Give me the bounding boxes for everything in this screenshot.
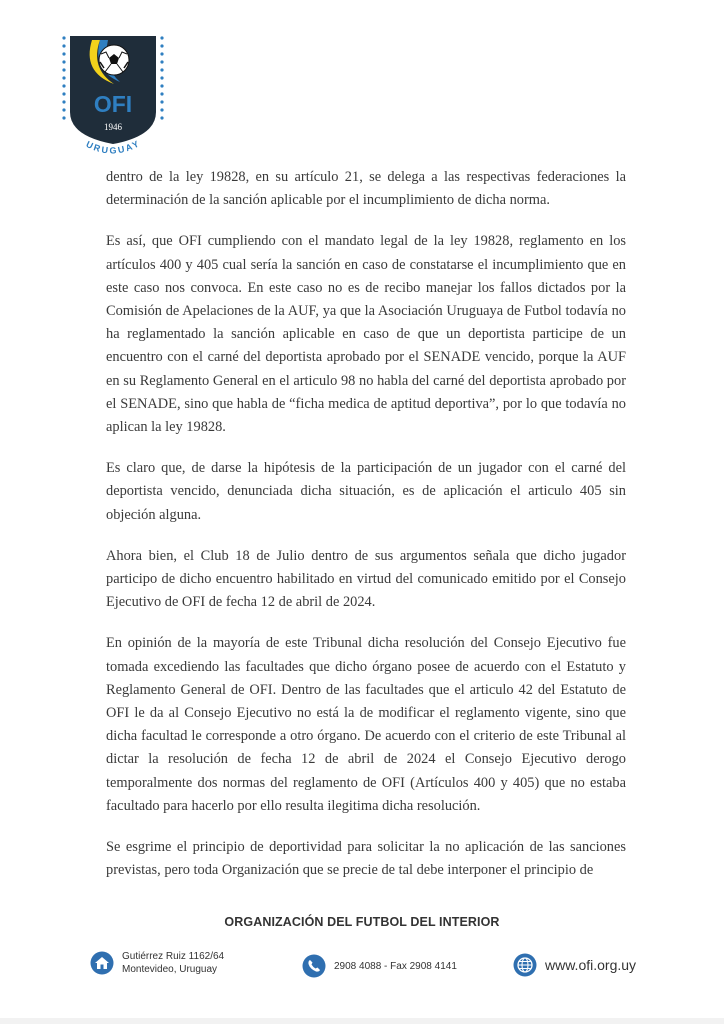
ofi-logo [56,32,168,162]
address-line-1: Gutiérrez Ruiz 1162/64 [122,951,225,962]
paragraph-4: Ahora bien, el Club 18 de Julio dentro de sus argumentos señala que dicho jugador participo de dicho encuentro habilitado en virtud del comunicado emitido por el Consejo Ejecutivo de OFI de fecha 12 de abril de 2024. [106,547,626,611]
footer-title: ORGANIZACIÓN DEL FUTBOL DEL INTERIOR [224,915,500,929]
soccer-ball-icon [99,45,129,75]
home-icon [90,951,114,975]
globe-icon [513,953,537,977]
phone-icon [302,954,326,978]
page-bottom-edge [0,1018,724,1024]
address-line-2: Montevideo, Uruguay [122,964,218,975]
footer-phone [302,954,457,978]
phone-text: 2908 4088 - Fax 2908 4141 [334,960,457,972]
footer-website[interactable] [513,953,636,977]
paragraph-1: dentro de la ley 19828, en su artículo 21, se delega a las respectivas federaciones la determinación de la sanción aplicable por el incumplimiento de dicha norma. [106,169,626,209]
paragraph-5: En opinión de la mayoría de este Tribunal dicha resolución del Consejo Ejecutivo fue tomada excediendo las facultades que dicho órgano posee de acuerdo con el Estatuto y Reglamento General de OFI. Dentro de las facultades que el articulo 42 del Estatuto de OFI le da al Consejo Ejecutivo no está la de modificar el reglamento vigente, sino que dicha facultad le corresponde a otro órgano. De acuerdo con el criterio de este Tribunal al dictar la resolución de fecha 12 de abril de 2024 el Consejo Ejecutivo derogo temporalmente dos normas del reglamento de OFI (Artículos 400 y 405) que no estaba facultado para hacerlo por ello resulta ilegitima dicha resolución. [106,635,626,814]
paragraph-2: Es así, que OFI cumpliendo con el mandato legal de la ley 19828, reglamento en los artículos 400 y 405 cual sería la sanción en caso de constatarse el incumplimiento que en este caso nos convoca. En este caso no es de recibo manejar los fallos dictados por la Comisión de Apelaciones de la AUF, ya que la Asociación Uruguaya de Futbol todavía no ha reglamentado la sanción aplicable en caso de que un deportista participe de un encuentro con el carné del deportista aprobado por el SENADE vencido, porque la AUF en su Reglamento General en el articulo 98 no habla del carné del deportista aprobado por el SENADE, sino que habla de “ficha medica de aptitud deportiva”, por lo que todavía no aplican la ley 19828. [106,233,626,436]
paragraph-3: Es claro que, de darse la hipótesis de la participación de un jugador con el carné del deportista vencido, denunciada dicha situación, es de aplicación el articulo 405 sin objeción alguna. [106,460,626,523]
logo-letters: OFI [93,91,133,117]
logo-country: URUGUAY [84,137,143,156]
document-body [106,166,626,900]
website-link[interactable]: www.ofi.org.uy [545,957,637,973]
footer-address [90,950,224,976]
logo-year: 1946 [104,122,122,132]
paragraph-6: Se esgrime el principio de deportividad para solicitar la no aplicación de las sanciones previstas, pero toda Organización que se precie de tal debe interponer el principio de [106,839,626,879]
